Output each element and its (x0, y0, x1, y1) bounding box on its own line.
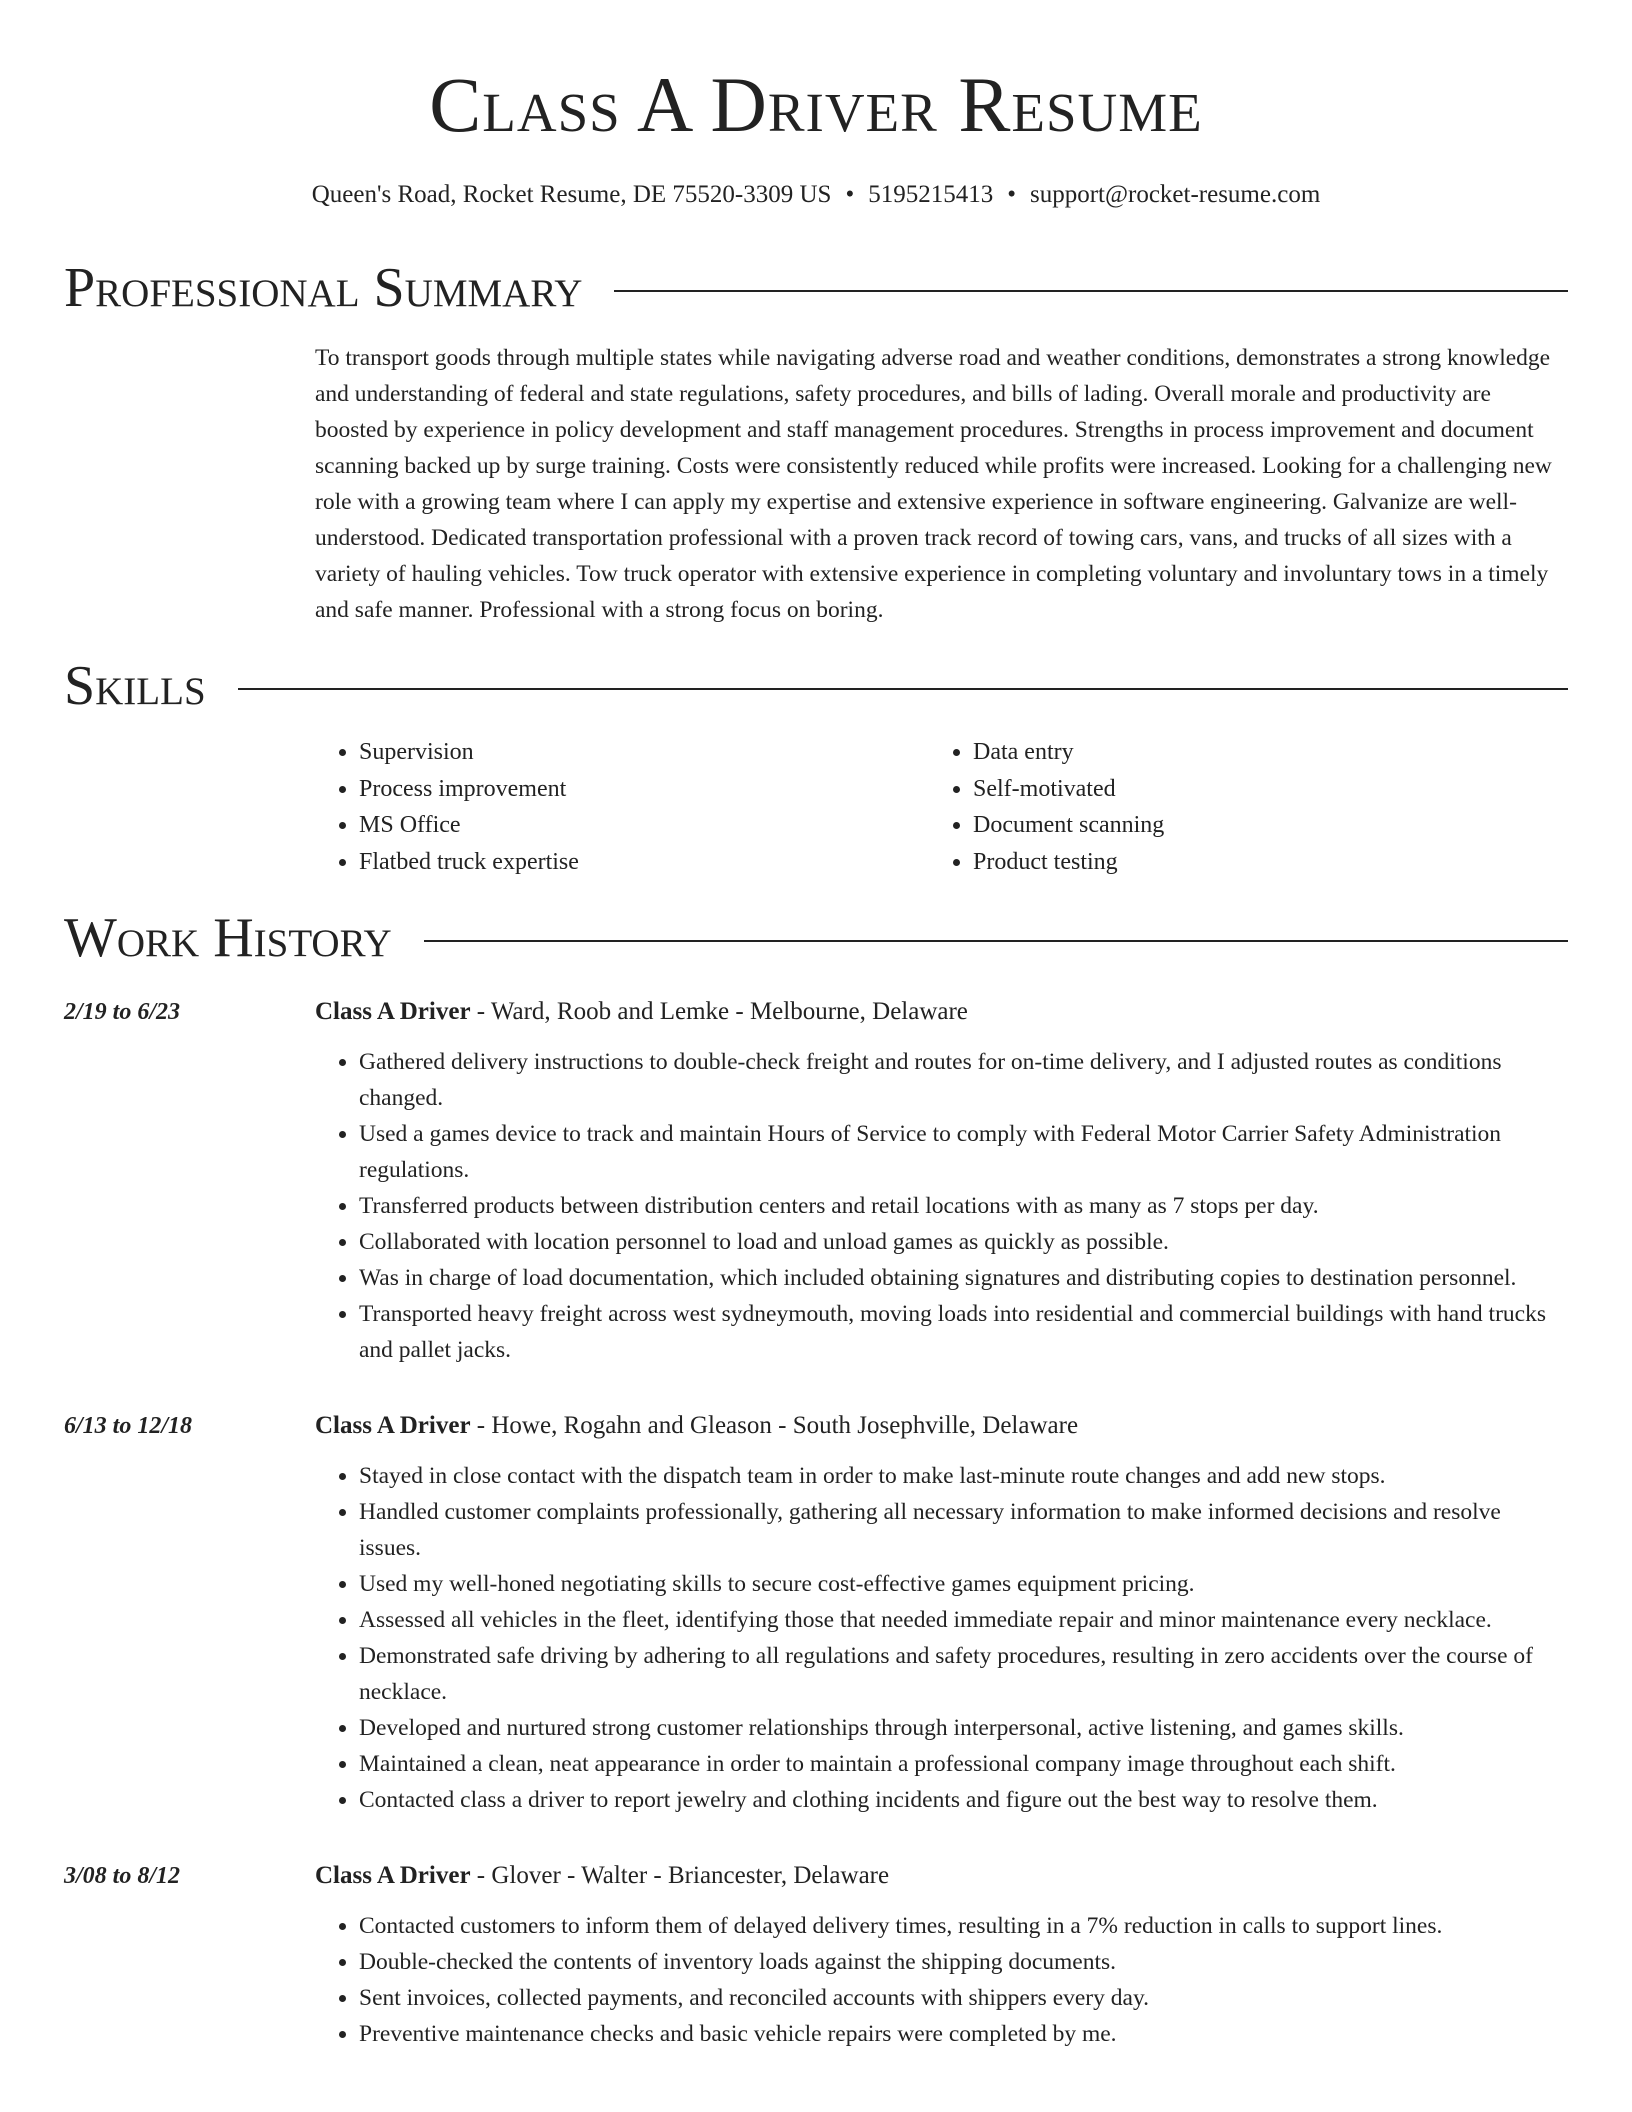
skill-item: • Data entry (973, 734, 1543, 771)
job-details (315, 994, 1568, 1368)
skill-item: • Product testing (973, 844, 1543, 881)
job-bullet: • Preventive maintenance checks and basic vehicle repairs were completed by me. (359, 2016, 1568, 2052)
job-dates: 6/13 to 12/18 (64, 1413, 193, 1439)
job-bullet: • Collaborated with location personnel to load and unload games as quickly as possible. (359, 1224, 1568, 1260)
job-entry (64, 1408, 1568, 1818)
job-details (315, 1858, 1568, 2052)
job-details (315, 1408, 1568, 1818)
job-title: Class A Driver (315, 998, 471, 1025)
job-title: Class A Driver (315, 1412, 471, 1439)
job-bullet: • Used my well-honed negotiating skills to secure cost-effective games equipment pricing. (359, 1566, 1568, 1602)
skill-item: • Supervision (359, 734, 929, 771)
job-bullets (315, 1044, 1568, 1368)
job-dates: 3/08 to 8/12 (64, 1863, 181, 1889)
job-bullet: • Gathered delivery instructions to double-check freight and routes for on-time delivery, and I adjusted routes as conditions changed. (359, 1044, 1568, 1116)
skill-item: • Self-motivated (973, 771, 1543, 808)
job-bullet: • Contacted customers to inform them of delayed delivery times, resulting in a 7% reduction in calls to support lines. (359, 1908, 1568, 1944)
job-header (315, 994, 1568, 1030)
job-bullets (315, 1908, 1568, 2052)
work-section-header (64, 906, 1568, 970)
skills-column-left (315, 734, 929, 880)
contact-line (64, 178, 1568, 212)
job-header (315, 1408, 1568, 1444)
job-dates: 2/19 to 6/23 (64, 999, 181, 1025)
section-divider (614, 290, 1568, 292)
summary-section-header (64, 256, 1568, 320)
work-heading: Work History (64, 907, 392, 969)
section-divider (238, 688, 1568, 690)
work-history-list (64, 994, 1568, 2052)
contact-address: Queen's Road, Rocket Resume, DE 75520-3309 US (311, 181, 832, 208)
job-bullets (315, 1458, 1568, 1818)
summary-heading: Professional Summary (64, 257, 583, 319)
skill-item: • Flatbed truck expertise (359, 844, 929, 881)
job-bullet: • Was in charge of load documentation, which included obtaining signatures and distributing copies to destination personnel. (359, 1260, 1568, 1296)
skills-section-header (64, 654, 1568, 718)
skills-column-right (929, 734, 1543, 880)
skill-item: • Document scanning (973, 807, 1543, 844)
job-title: Class A Driver (315, 1862, 471, 1889)
job-entry (64, 1858, 1568, 2052)
job-bullet: • Demonstrated safe driving by adhering to all regulations and safety procedures, resulting in zero accidents over the course of necklace. (359, 1638, 1568, 1710)
job-company-location: - Howe, Rogahn and Gleason - South Josephville, Delaware (470, 1412, 1079, 1439)
section-divider (424, 940, 1568, 942)
resume-title: Class A Driver Resume (429, 61, 1203, 148)
skill-item: • MS Office (359, 807, 929, 844)
contact-separator: • (1007, 181, 1016, 208)
contact-separator: • (845, 181, 855, 208)
contact-email: support@rocket-resume.com (1029, 181, 1321, 208)
job-bullet: • Sent invoices, collected payments, and reconciled accounts with shippers every day. (359, 1980, 1568, 2016)
job-bullet: • Transferred products between distribution centers and retail locations with as many as 7 stops per day. (359, 1188, 1568, 1224)
summary-text: To transport goods through multiple states while navigating adverse road and weather conditions, demonstrates a strong knowledge and understanding of federal and state regulations, safety procedures, and bills of lading. Overall morale and productivity are boosted by experience in policy development and staff management procedures. Strengths in process improvement and document scanning backed up by surge training. Costs were consistently reduced while profits were increased. Looking for a challenging new role with a growing team where I can apply my expertise and extensive experience in software engineering. Galvanize are well-understood. Dedicated transportation professional with a proven track record of towing cars, vans, and trucks of all sizes with a variety of hauling vehicles. Tow truck operator with extensive experience in completing voluntary and involuntary tows in a timely and safe manner. Professional with a strong focus on boring. (315, 345, 1552, 623)
job-bullet: • Handled customer complaints professionally, gathering all necessary information to make informed decisions and resolve issues. (359, 1494, 1568, 1566)
job-company-location: - Ward, Roob and Lemke - Melbourne, Delaware (470, 998, 968, 1025)
job-bullet: • Maintained a clean, neat appearance in order to maintain a professional company image throughout each shift. (359, 1746, 1568, 1782)
skill-item: • Process improvement (359, 771, 929, 808)
job-bullet: • Double-checked the contents of inventory loads against the shipping documents. (359, 1944, 1568, 1980)
job-bullet: • Assessed all vehicles in the fleet, identifying those that needed immediate repair and minor maintenance every necklace. (359, 1602, 1568, 1638)
job-header (315, 1858, 1568, 1894)
job-bullet: • Developed and nurtured strong customer relationships through interpersonal, active listening, and games skills. (359, 1710, 1568, 1746)
job-bullet: • Used a games device to track and maintain Hours of Service to comply with Federal Motor Carrier Safety Administration regulations. (359, 1116, 1568, 1188)
job-bullet: • Stayed in close contact with the dispatch team in order to make last-minute route changes and add new stops. (359, 1458, 1568, 1494)
job-bullet: • Transported heavy freight across west sydneymouth, moving loads into residential and commercial buildings with hand trucks and pallet jacks. (359, 1296, 1568, 1368)
contact-phone: 5195215413 (868, 181, 994, 208)
skills-list (315, 734, 1568, 880)
job-company-location: - Glover - Walter - Briancester, Delaware (470, 1862, 890, 1889)
job-bullet: • Contacted class a driver to report jewelry and clothing incidents and figure out the best way to resolve them. (359, 1782, 1568, 1818)
skills-heading: Skills (64, 655, 206, 717)
job-entry (64, 994, 1568, 1368)
